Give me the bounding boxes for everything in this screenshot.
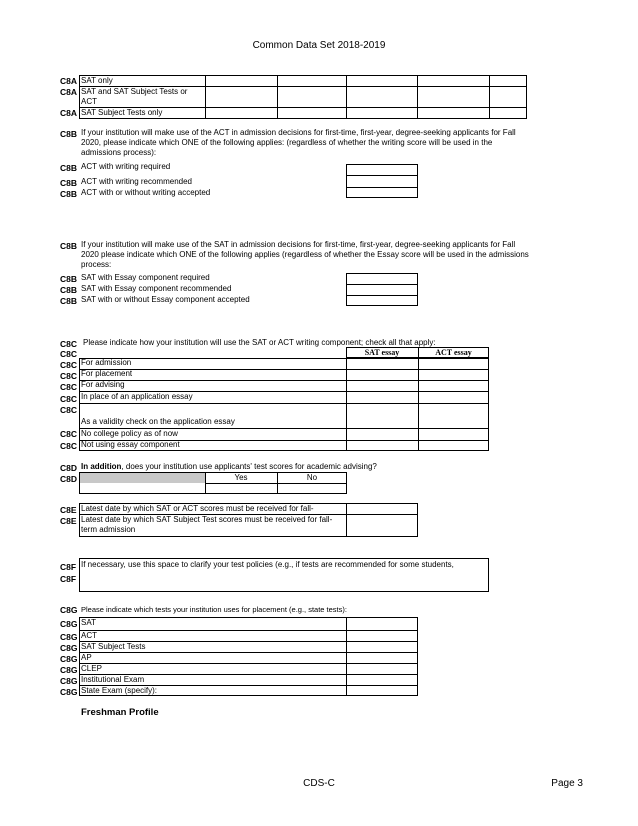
c8g-row-label: ACT [81,631,97,640]
c8d-no-label: No [306,473,318,482]
item-code: C8C [60,382,78,392]
c8b-sat-option: SAT with or without Essay component accepted [81,295,250,304]
footer-page-number: Page 3 [551,778,583,789]
item-code: C8B [60,163,78,173]
c8b-act-option: ACT with writing required [81,162,171,171]
c8d-question [81,462,501,472]
item-code: C8F [60,574,77,584]
c8a-row-label: SAT only [81,76,113,85]
c8d-no-cell[interactable] [278,484,346,493]
c8d-yes-cell[interactable] [206,484,276,493]
c8a-row-label: SAT and SAT Subject Tests or ACT [81,87,188,106]
footer-center: CDS-C [303,778,335,789]
item-code: C8E [60,505,77,515]
c8g-row-label: AP [81,653,92,662]
c8d-question-rest: , does your institution use applicants' test scores for academic advising? [121,462,377,471]
item-code: C8B [60,274,78,284]
c8e-row-label: Latest date by which SAT or ACT scores must be received for fall- [81,504,314,513]
page-header: Common Data Set 2018-2019 [252,40,386,51]
c8e-date-input[interactable] [347,515,417,536]
c8c-row-label: For admission [81,358,132,367]
c8g-row-label: SAT [81,618,96,627]
item-code: C8C [60,429,78,439]
c8f-text: If necessary, use this space to clarify your test policies (e.g., if tests are recommended for some students, [81,560,454,569]
item-code: C8B [60,189,78,199]
item-code: C8C [60,349,78,359]
c8g-row-label: CLEP [81,664,102,673]
item-code: C8B [60,178,78,188]
item-code: C8C [60,371,78,381]
item-code: C8C [60,405,78,415]
c8c-row-label: For placement [81,369,133,378]
c8d-yes-label: Yes [234,473,248,482]
item-code: C8G [60,632,78,642]
item-code: C8A [60,87,78,97]
item-code: C8B [60,241,78,251]
item-code: C8B [60,129,78,139]
item-code: C8F [60,562,77,572]
item-code: C8G [60,619,78,629]
item-code: C8B [60,296,78,306]
c8b-act-option: ACT with writing recommended [81,177,193,186]
item-code: C8A [60,76,78,86]
item-code: C8G [60,676,78,686]
item-code: C8G [60,665,78,675]
c8b-act-question: If your institution will make use of the ACT in admission decisions for first-time, first-year, degree-seeking applicants for Fall 2020, please indicate which ONE of the following applies: (regardless of whether the writing score will be used in the admissions process): [81,128,516,157]
c8g-row-label: Institutional Exam [81,675,145,684]
item-code: C8G [60,687,78,697]
c8d-question-emphasis: In addition [81,462,122,471]
section-heading: Freshman Profile [81,707,159,718]
c8b-sat-option: SAT with Essay component recommended [81,284,232,293]
c8b-sat-option: SAT with Essay component required [81,273,210,282]
c8b-sat-question: If your institution will make use of the SAT in admission decisions for first-time, first-year, degree-seeking applicants for Fall 2020 please indicate which ONE of the following applies (regardless of whether the Essay score will be used in the admissions process: [81,240,529,269]
c8c-row-label: Not using essay component [81,440,180,449]
c8c-row-label: No college policy as of now [81,429,178,438]
c8g-row-label: SAT Subject Tests [81,642,146,651]
c8c-question: Please indicate how your institution will use the SAT or ACT writing component; check all that apply: [83,338,436,347]
c8a-row-label: SAT Subject Tests only [81,108,163,117]
item-code: C8A [60,108,78,118]
c8c-row-label: In place of an application essay [81,392,193,401]
c8c-row-label: As a validity check on the application essay [81,417,235,426]
c8c-col-sat: SAT essay [364,348,400,357]
item-code: C8C [60,339,78,349]
item-code: C8D [60,474,78,484]
c8c-row-label: For advising [81,380,125,389]
item-code: C8B [60,285,78,295]
c8g-row-label: State Exam (specify): [81,686,158,695]
item-code: C8C [60,441,78,451]
item-code: C8C [60,360,78,370]
c8b-act-option: ACT with or without writing accepted [81,188,211,197]
c8g-question: Please indicate which tests your institution uses for placement (e.g., state tests): [81,605,347,614]
item-code: C8C [60,394,78,404]
c8b-act-checkbox-column[interactable] [346,164,418,198]
item-code: C8D [60,463,78,473]
c8e-date-input[interactable] [347,504,417,514]
c8c-col-act: ACT essay [435,348,472,357]
item-code: C8E [60,516,77,526]
item-code: C8G [60,643,78,653]
c8e-row-label: Latest date by which SAT Subject Test scores must be received for fall-term admission [81,515,333,534]
c8b-sat-checkbox-column[interactable] [346,273,418,306]
item-code: C8G [60,654,78,664]
item-code: C8G [60,605,78,615]
